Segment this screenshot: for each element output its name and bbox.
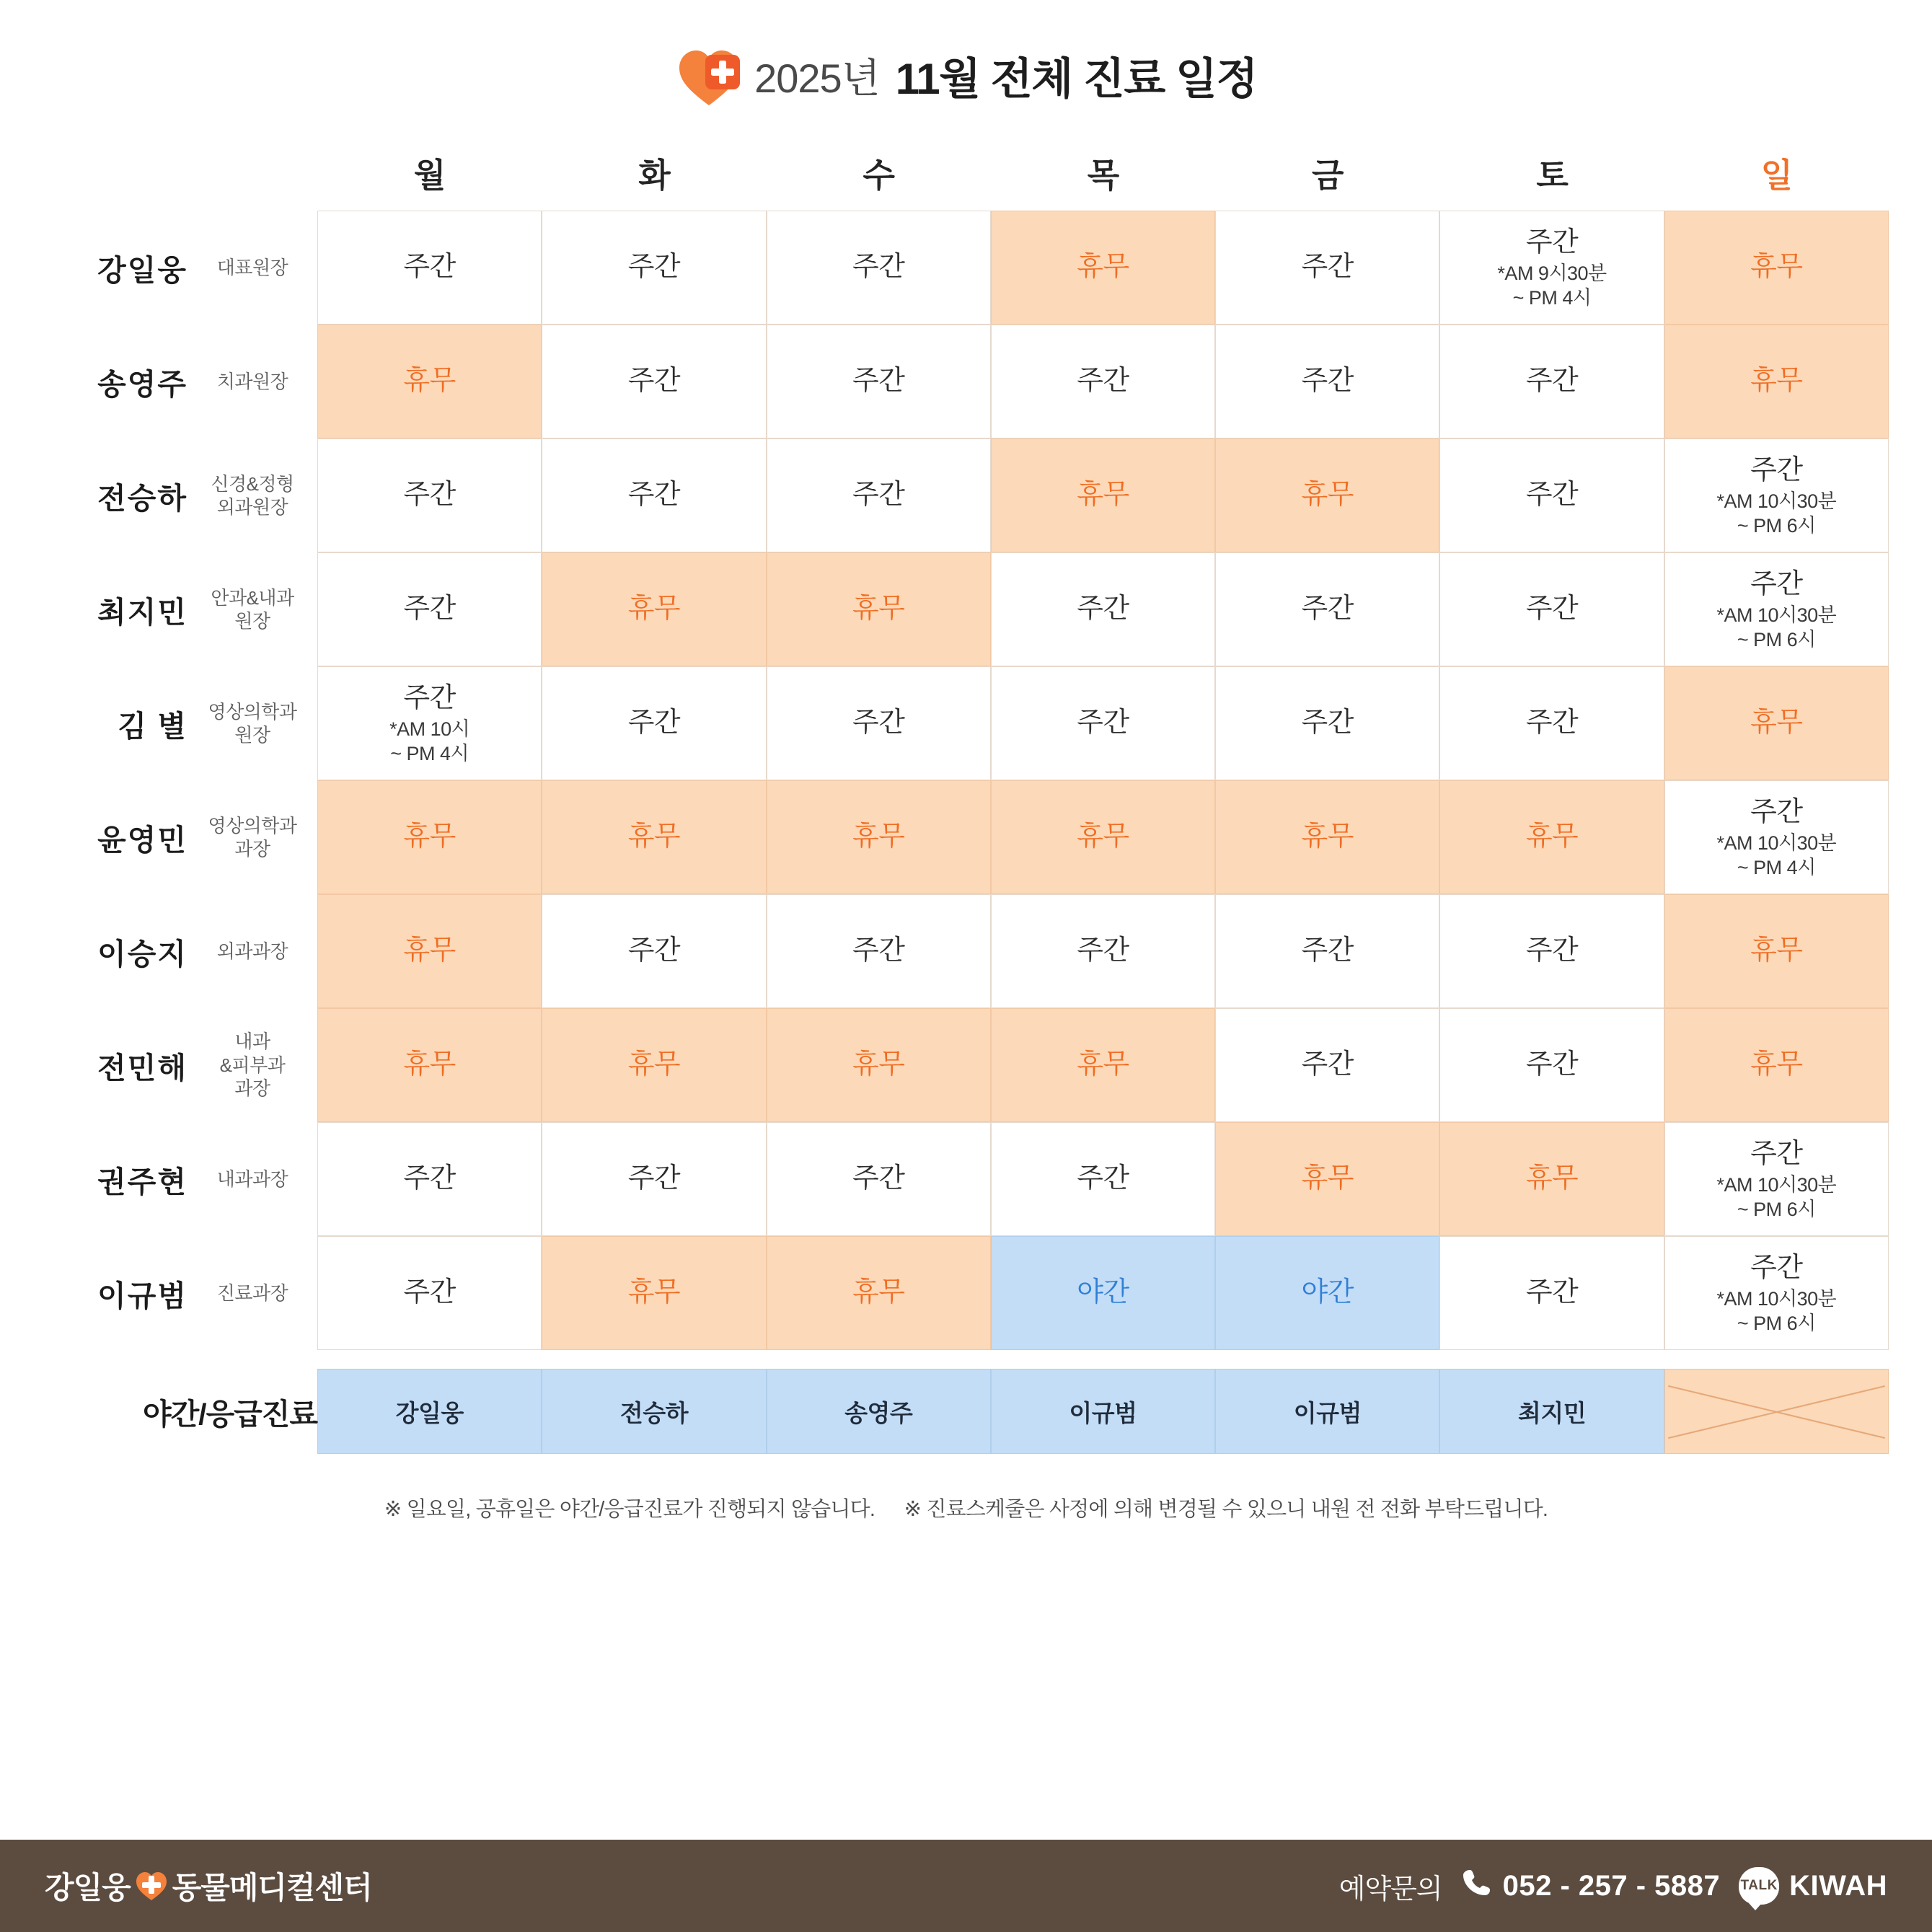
brand-logo	[45, 1864, 372, 1907]
schedule-cell-wed	[767, 666, 991, 780]
schedule-cell-label: 주간	[627, 935, 681, 966]
schedule-cell-label: 휴무	[1750, 707, 1803, 738]
day-header-thu: 목	[1087, 156, 1119, 194]
schedule-cell-label: 휴무	[403, 935, 456, 966]
schedule-cell-label: 휴무	[852, 1049, 905, 1080]
day-header-fri: 금	[1312, 156, 1344, 194]
schedule-cell-label: 주간	[1750, 1138, 1803, 1169]
schedule-cell-mon	[317, 211, 542, 325]
schedule-cell-sat	[1439, 211, 1664, 325]
schedule-cell-label: 주간	[1525, 480, 1579, 511]
doctor-role: 진료과장	[216, 1282, 288, 1304]
doctor-name: 전민해	[97, 1051, 188, 1085]
schedule-cell-thu	[991, 1236, 1215, 1350]
doctor-role: 영상의학과 원장	[208, 700, 297, 746]
schedule-cell-hours: *AM 10시30분 ~ PM 6시	[1716, 1173, 1837, 1220]
schedule-cell-label: 주간	[852, 366, 905, 397]
schedule-cell-label: 휴무	[1077, 821, 1129, 852]
schedule-cell-label: 휴무	[627, 821, 681, 852]
footer-contact	[1339, 1866, 1887, 1906]
doctor-name: 강일웅	[97, 253, 188, 287]
schedule-cell-sat	[1439, 1008, 1664, 1122]
schedule-cell-mon	[317, 894, 542, 1008]
schedule-cell-fri	[1215, 780, 1439, 894]
day-header-mon: 월	[413, 156, 446, 194]
emergency-row	[43, 1369, 1889, 1454]
table-row	[43, 438, 1889, 552]
schedule-cell-fri	[1215, 1122, 1439, 1236]
kakao-id: KIWAH	[1789, 1869, 1887, 1902]
schedule-cell-fri	[1215, 1008, 1439, 1122]
schedule-cell-label: 휴무	[1301, 821, 1354, 852]
schedule-cell-label: 휴무	[1301, 1163, 1354, 1194]
schedule-cell-label: 야간	[1301, 1277, 1354, 1308]
table-row	[43, 1122, 1889, 1236]
schedule-cell-thu	[991, 1008, 1215, 1122]
schedule-cell-hours: *AM 9시30분 ~ PM 4시	[1497, 262, 1607, 309]
schedule-cell-fri	[1215, 1236, 1439, 1350]
schedule-cell-hours: *AM 10시30분 ~ PM 6시	[1716, 490, 1837, 537]
schedule-cell-label: 주간	[627, 252, 681, 283]
medical-cross-icon	[135, 1869, 168, 1902]
schedule-cell-sun	[1664, 1236, 1889, 1350]
schedule-cell-label: 주간	[627, 1163, 681, 1194]
table-row	[43, 1236, 1889, 1350]
doctor-name: 이승지	[97, 937, 188, 971]
schedule-cell-thu	[991, 211, 1215, 325]
schedule-cell-label: 주간	[1750, 454, 1803, 485]
schedule-cell-wed	[767, 211, 991, 325]
doctor-role: 신경&정형 외과원장	[211, 472, 294, 518]
schedule-cell-label: 휴무	[1750, 252, 1803, 283]
table-row	[43, 1008, 1889, 1122]
schedule-cell-label: 휴무	[1077, 1049, 1129, 1080]
schedule-cell-tue	[542, 894, 766, 1008]
schedule-cell-label: 주간	[1750, 568, 1803, 599]
emergency-cell-thu: 이규범	[991, 1369, 1215, 1454]
schedule-cell-label: 주간	[1301, 707, 1354, 738]
schedule-cell-label: 휴무	[403, 821, 456, 852]
schedule-cell-label: 주간	[852, 935, 905, 966]
schedule-cell-label: 휴무	[852, 1277, 905, 1308]
doctor-role: 외과과장	[216, 940, 288, 962]
schedule-cell-label: 휴무	[852, 821, 905, 852]
doctor-role: 대표원장	[216, 256, 288, 278]
schedule-cell-thu	[991, 325, 1215, 438]
schedule-cell-tue	[542, 1236, 766, 1350]
schedule-cell-hours: *AM 10시 ~ PM 4시	[389, 718, 470, 764]
day-header-tue: 화	[638, 156, 670, 194]
schedule-cell-hours: *AM 10시30분 ~ PM 4시	[1716, 832, 1837, 878]
emergency-cell-fri: 이규범	[1215, 1369, 1439, 1454]
schedule-cell-mon	[317, 780, 542, 894]
schedule-cell-label: 휴무	[1301, 480, 1354, 511]
doctor-role: 내과과장	[216, 1168, 288, 1190]
schedule-cell-sat	[1439, 894, 1664, 1008]
day-header-row	[43, 136, 1889, 211]
schedule-cell-sun	[1664, 552, 1889, 666]
schedule-cell-label: 휴무	[1750, 935, 1803, 966]
schedule-cell-label: 주간	[1077, 707, 1129, 738]
table-row	[43, 552, 1889, 666]
schedule-cell-label: 주간	[1525, 1049, 1579, 1080]
schedule-cell-label: 주간	[627, 707, 681, 738]
schedule-cell-label: 주간	[1750, 796, 1803, 827]
schedule-cell-thu	[991, 438, 1215, 552]
schedule-cell-mon	[317, 438, 542, 552]
heart-medical-cross-icon	[675, 45, 744, 107]
doctor-name: 이규범	[97, 1279, 188, 1313]
schedule-cell-label: 주간	[1525, 366, 1579, 397]
doctor-name: 권주현	[97, 1165, 188, 1199]
schedule-cell-label: 주간	[627, 480, 681, 511]
emergency-cell-mon: 강일웅	[317, 1369, 542, 1454]
emergency-cell-sat: 최지민	[1439, 1369, 1664, 1454]
schedule-cell-label: 주간	[403, 480, 456, 511]
schedule-cell-label: 주간	[852, 480, 905, 511]
schedule-cell-sun	[1664, 1122, 1889, 1236]
schedule-cell-label: 주간	[1301, 935, 1354, 966]
brand-name-right: 동물메디컬센터	[172, 1871, 372, 1905]
schedule-cell-sun	[1664, 1008, 1889, 1122]
schedule-cell-mon	[317, 325, 542, 438]
schedule-cell-fri	[1215, 438, 1439, 552]
schedule-cell-thu	[991, 552, 1215, 666]
footnote-line-1: ※ 일요일, 공휴일은 야간/응급진료가 진행되지 않습니다.	[384, 1498, 875, 1521]
table-row	[43, 780, 1889, 894]
schedule-cell-label: 주간	[1525, 226, 1579, 257]
corner-blank-2	[188, 136, 317, 211]
schedule-cell-label: 주간	[1525, 707, 1579, 738]
schedule-cell-mon	[317, 1122, 542, 1236]
schedule-cell-thu	[991, 780, 1215, 894]
schedule-cell-thu	[991, 666, 1215, 780]
schedule-cell-label: 주간	[403, 682, 456, 713]
schedule-cell-label: 주간	[1077, 935, 1129, 966]
schedule-cell-wed	[767, 894, 991, 1008]
schedule-cell-wed	[767, 325, 991, 438]
schedule-cell-label: 휴무	[1525, 821, 1579, 852]
schedule-cell-tue	[542, 1008, 766, 1122]
schedule-cell-wed	[767, 1008, 991, 1122]
table-row	[43, 666, 1889, 780]
schedule-cell-hours: *AM 10시30분 ~ PM 6시	[1716, 1287, 1837, 1334]
title-year: 2025년	[754, 56, 880, 101]
day-header-wed: 수	[863, 156, 894, 194]
footnote-line-2: ※ 진료스케줄은 사정에 의해 변경될 수 있으니 내원 전 전화 부탁드립니다.	[904, 1498, 1548, 1521]
page-title: 11월 전체 진료 일정	[895, 55, 1257, 103]
schedule-cell-label: 주간	[403, 1277, 456, 1308]
schedule-cell-wed	[767, 1122, 991, 1236]
footnote	[0, 1454, 1932, 1522]
schedule-cell-label: 휴무	[627, 1277, 681, 1308]
schedule-cell-tue	[542, 780, 766, 894]
schedule-cell-label: 휴무	[403, 1049, 456, 1080]
schedule-cell-label: 휴무	[1525, 1163, 1579, 1194]
schedule-cell-label: 휴무	[403, 366, 456, 397]
schedule-cell-sat	[1439, 1122, 1664, 1236]
schedule-cell-label: 주간	[1525, 935, 1579, 966]
schedule-cell-label: 휴무	[852, 594, 905, 625]
brand-name-left: 강일웅	[45, 1871, 131, 1905]
schedule-cell-tue	[542, 325, 766, 438]
schedule-cell-label: 주간	[1525, 594, 1579, 625]
schedule-cell-wed	[767, 552, 991, 666]
table-row	[43, 325, 1889, 438]
schedule-cell-wed	[767, 1236, 991, 1350]
schedule-cell-sat	[1439, 325, 1664, 438]
emergency-cell-sun	[1664, 1369, 1889, 1454]
schedule-cell-tue	[542, 552, 766, 666]
schedule-cell-label: 휴무	[1077, 480, 1129, 511]
schedule-cell-fri	[1215, 211, 1439, 325]
schedule-cell-tue	[542, 666, 766, 780]
emergency-label: 야간/응급진료	[142, 1397, 317, 1431]
schedule-cell-sun	[1664, 666, 1889, 780]
schedule-cell-label: 주간	[403, 252, 456, 283]
kakao-contact[interactable]	[1739, 1867, 1887, 1905]
corner-blank	[43, 136, 188, 211]
doctor-role: 내과 &피부과 과장	[219, 1031, 286, 1100]
schedule-cell-fri	[1215, 552, 1439, 666]
schedule-cell-label: 휴무	[1750, 366, 1803, 397]
schedule-cell-sat	[1439, 552, 1664, 666]
schedule-cell-sat	[1439, 780, 1664, 894]
doctor-role: 안과&내과 원장	[211, 586, 294, 632]
doctor-name: 김 별	[118, 709, 188, 743]
emergency-cell-wed: 송영주	[767, 1369, 991, 1454]
schedule-cell-label: 야간	[1077, 1277, 1129, 1308]
schedule-cell-thu	[991, 1122, 1215, 1236]
schedule-cell-sun	[1664, 894, 1889, 1008]
schedule-cell-thu	[991, 894, 1215, 1008]
schedule-cell-fri	[1215, 666, 1439, 780]
footer-bar	[0, 1840, 1932, 1932]
schedule-cell-tue	[542, 211, 766, 325]
schedule-cell-label: 주간	[1077, 366, 1129, 397]
phone-icon	[1461, 1867, 1491, 1905]
schedule-cell-wed	[767, 780, 991, 894]
schedule-cell-label: 주간	[852, 252, 905, 283]
schedule-cell-fri	[1215, 325, 1439, 438]
schedule-cell-label: 주간	[627, 366, 681, 397]
doctor-role: 치과원장	[216, 370, 288, 392]
schedule-cell-label: 주간	[1077, 594, 1129, 625]
schedule-cell-label: 휴무	[1750, 1049, 1803, 1080]
schedule-cell-label: 휴무	[627, 594, 681, 625]
schedule-cell-label: 주간	[1077, 1163, 1129, 1194]
schedule-cell-mon	[317, 1008, 542, 1122]
schedule-cell-sat	[1439, 438, 1664, 552]
phone-contact[interactable]	[1461, 1867, 1721, 1905]
table-row	[43, 894, 1889, 1008]
schedule-cell-sun	[1664, 438, 1889, 552]
schedule-cell-label: 주간	[852, 1163, 905, 1194]
doctor-name: 전승하	[97, 481, 188, 515]
schedule-cell-label: 주간	[852, 707, 905, 738]
day-header-sun: 일	[1760, 156, 1793, 194]
table-row	[43, 211, 1889, 325]
doctor-name: 윤영민	[97, 823, 188, 857]
schedule-cell-label: 주간	[1301, 594, 1354, 625]
page-header	[0, 0, 1932, 136]
doctor-name: 최지민	[97, 595, 188, 629]
phone-number: 052 - 257 - 5887	[1502, 1869, 1721, 1902]
doctor-name: 송영주	[97, 367, 188, 401]
schedule-cell-sun	[1664, 780, 1889, 894]
schedule-cell-label: 주간	[1525, 1277, 1579, 1308]
doctor-role: 영상의학과 과장	[208, 814, 297, 860]
schedule-cell-label: 주간	[1301, 366, 1354, 397]
schedule-cell-mon	[317, 552, 542, 666]
schedule-cell-label: 휴무	[627, 1049, 681, 1080]
kakaotalk-icon: TALK	[1739, 1867, 1779, 1905]
schedule-cell-label: 주간	[1301, 1049, 1354, 1080]
schedule-cell-mon	[317, 1236, 542, 1350]
schedule-cell-sun	[1664, 211, 1889, 325]
row-spacer	[43, 1350, 1889, 1369]
schedule-cell-sat	[1439, 666, 1664, 780]
schedule-cell-label: 휴무	[1077, 252, 1129, 283]
schedule-cell-label: 주간	[1750, 1252, 1803, 1283]
schedule-cell-fri	[1215, 894, 1439, 1008]
schedule-cell-wed	[767, 438, 991, 552]
emergency-cell-tue: 전승하	[542, 1369, 766, 1454]
schedule-body	[43, 211, 1889, 1454]
schedule-cell-mon	[317, 666, 542, 780]
day-header-sat: 토	[1536, 156, 1568, 194]
schedule-cell-hours: *AM 10시30분 ~ PM 6시	[1716, 604, 1837, 650]
reserve-label: 예약문의	[1338, 1874, 1442, 1905]
schedule-cell-label: 주간	[403, 1163, 456, 1194]
schedule-cell-sun	[1664, 325, 1889, 438]
schedule-cell-label: 주간	[1301, 252, 1354, 283]
schedule-table	[43, 136, 1889, 1454]
schedule-cell-tue	[542, 438, 766, 552]
schedule-table-wrap	[0, 136, 1932, 1454]
schedule-cell-sat	[1439, 1236, 1664, 1350]
schedule-cell-tue	[542, 1122, 766, 1236]
schedule-cell-label: 주간	[403, 594, 456, 625]
